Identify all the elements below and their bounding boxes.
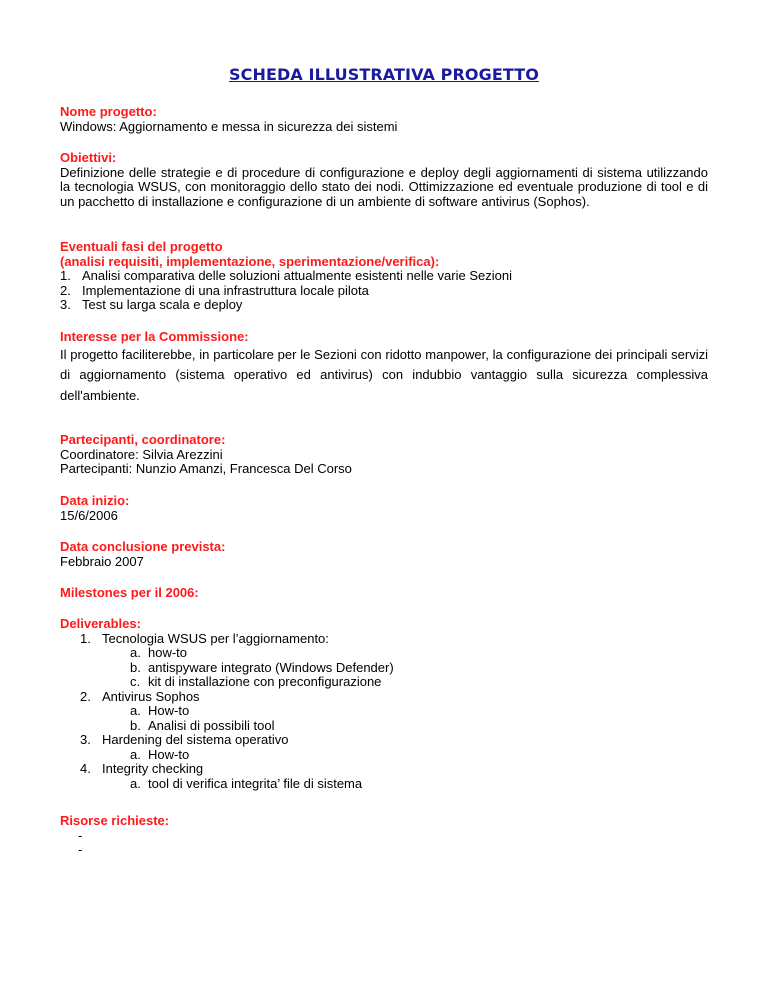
list-number: 3. <box>60 297 71 312</box>
list-item <box>60 733 708 748</box>
fasi-list <box>60 269 708 313</box>
list-text: how-to <box>148 645 188 660</box>
nome-progetto-text: Windows: Aggiornamento e messa in sicurezza dei sistemi <box>60 118 398 134</box>
list-text: kit di installazione con preconfigurazione <box>148 674 382 689</box>
section-deliverables <box>60 617 708 791</box>
heading-risorse: Risorse richieste: <box>60 813 170 828</box>
section-partecipanti <box>60 433 708 477</box>
sub-list-item <box>60 675 708 690</box>
list-number: 1. <box>80 630 91 646</box>
list-text: Analisi di possibili tool <box>148 717 275 733</box>
list-item <box>60 690 708 705</box>
list-letter: b. <box>130 659 141 675</box>
list-text: tool di verifica integrita’ file di sistema <box>148 775 363 791</box>
list-text: Implementazione di una infrastruttura locale pilota <box>82 282 369 298</box>
section-interesse <box>60 330 708 406</box>
list-item <box>60 632 708 647</box>
interesse-text: Il progetto faciliterebbe, in particolare per le Sezioni con ridotto manpower, la configurazione dei principali servizi di aggiornamento (sistema operativo ed antivirus) con indubbio vantaggio sulla sicurezza complessiva dell'ambiente. <box>60 346 708 403</box>
section-fasi <box>60 240 708 313</box>
risorse-item: - <box>78 842 83 857</box>
heading-obiettivi: Obiettivi: <box>60 150 117 165</box>
sub-list-item <box>60 661 708 676</box>
risorse-item: - <box>78 827 83 843</box>
sub-list-item <box>60 704 708 719</box>
sub-list-item <box>60 748 708 763</box>
list-text: Test su larga scala e deploy <box>82 297 243 312</box>
list-number: 3. <box>80 732 91 747</box>
list-text: How-to <box>148 746 190 762</box>
section-data-inizio <box>60 494 708 523</box>
list-text: antispyware integrato (Windows Defender) <box>148 659 394 675</box>
list-number: 2. <box>80 688 91 704</box>
heading-milestones: Milestones per il 2006: <box>60 585 199 600</box>
list-letter: a. <box>130 703 141 718</box>
data-conclusione-value: Febbraio 2007 <box>60 553 144 569</box>
list-letter: a. <box>130 746 141 762</box>
list-number: 4. <box>80 761 91 776</box>
sub-list-item <box>60 777 708 792</box>
obiettivi-text: Definizione delle strategie e di procedure di configurazione e deploy degli aggiornamenti di sistema utilizzando la tecnologia WSUS, con monitoraggio dello stato dei nodi. Ottimizzazione ed eventuale produzione di tool e di un pacchetto di installazione e configurazione di un ambiente di software antivirus (Sophos). <box>60 164 708 209</box>
heading-fasi-sub: (analisi requisiti, implementazione, sperimentazione/verifica): <box>60 253 440 269</box>
heading-partecipanti: Partecipanti, coordinatore: <box>60 432 226 447</box>
list-text: Antivirus Sophos <box>102 688 200 704</box>
list-text: Tecnologia WSUS per l’aggiornamento: <box>102 630 329 646</box>
list-item <box>60 762 708 777</box>
page-title: SCHEDA ILLUSTRATIVA PROGETTO <box>229 65 539 84</box>
heading-deliverables: Deliverables: <box>60 616 141 631</box>
section-data-conclusione <box>60 540 708 569</box>
list-item <box>60 269 708 284</box>
list-text: How-to <box>148 703 190 718</box>
heading-data-inizio: Data inizio: <box>60 493 130 508</box>
section-risorse <box>60 814 708 858</box>
data-inizio-value: 15/6/2006 <box>60 507 118 523</box>
list-number: 1. <box>60 268 71 283</box>
heading-interesse: Interesse per la Commissione: <box>60 329 249 344</box>
list-text: Hardening del sistema operativo <box>102 732 289 747</box>
section-milestones <box>60 586 708 601</box>
list-text: Analisi comparativa delle soluzioni attualmente esistenti nelle varie Sezioni <box>82 268 512 283</box>
partecipanti-text: Partecipanti: Nunzio Amanzi, Francesca Del Corso <box>60 461 352 476</box>
list-letter: a. <box>130 645 141 660</box>
list-text: Integrity checking <box>102 761 204 776</box>
section-nome-progetto <box>60 105 708 134</box>
list-number: 2. <box>60 282 71 298</box>
heading-nome-progetto: Nome progetto: <box>60 104 157 119</box>
list-letter: b. <box>130 717 141 733</box>
heading-fasi: Eventuali fasi del progetto <box>60 239 223 254</box>
list-item <box>60 298 708 313</box>
section-obiettivi <box>60 151 708 209</box>
list-item <box>60 284 708 299</box>
heading-data-conclusione: Data conclusione prevista: <box>60 539 226 554</box>
sub-list-item <box>60 719 708 734</box>
list-letter: c. <box>130 674 141 689</box>
sub-list-item <box>60 646 708 661</box>
coordinatore-text: Coordinatore: Silvia Arezzini <box>60 446 223 462</box>
list-letter: a. <box>130 775 141 791</box>
